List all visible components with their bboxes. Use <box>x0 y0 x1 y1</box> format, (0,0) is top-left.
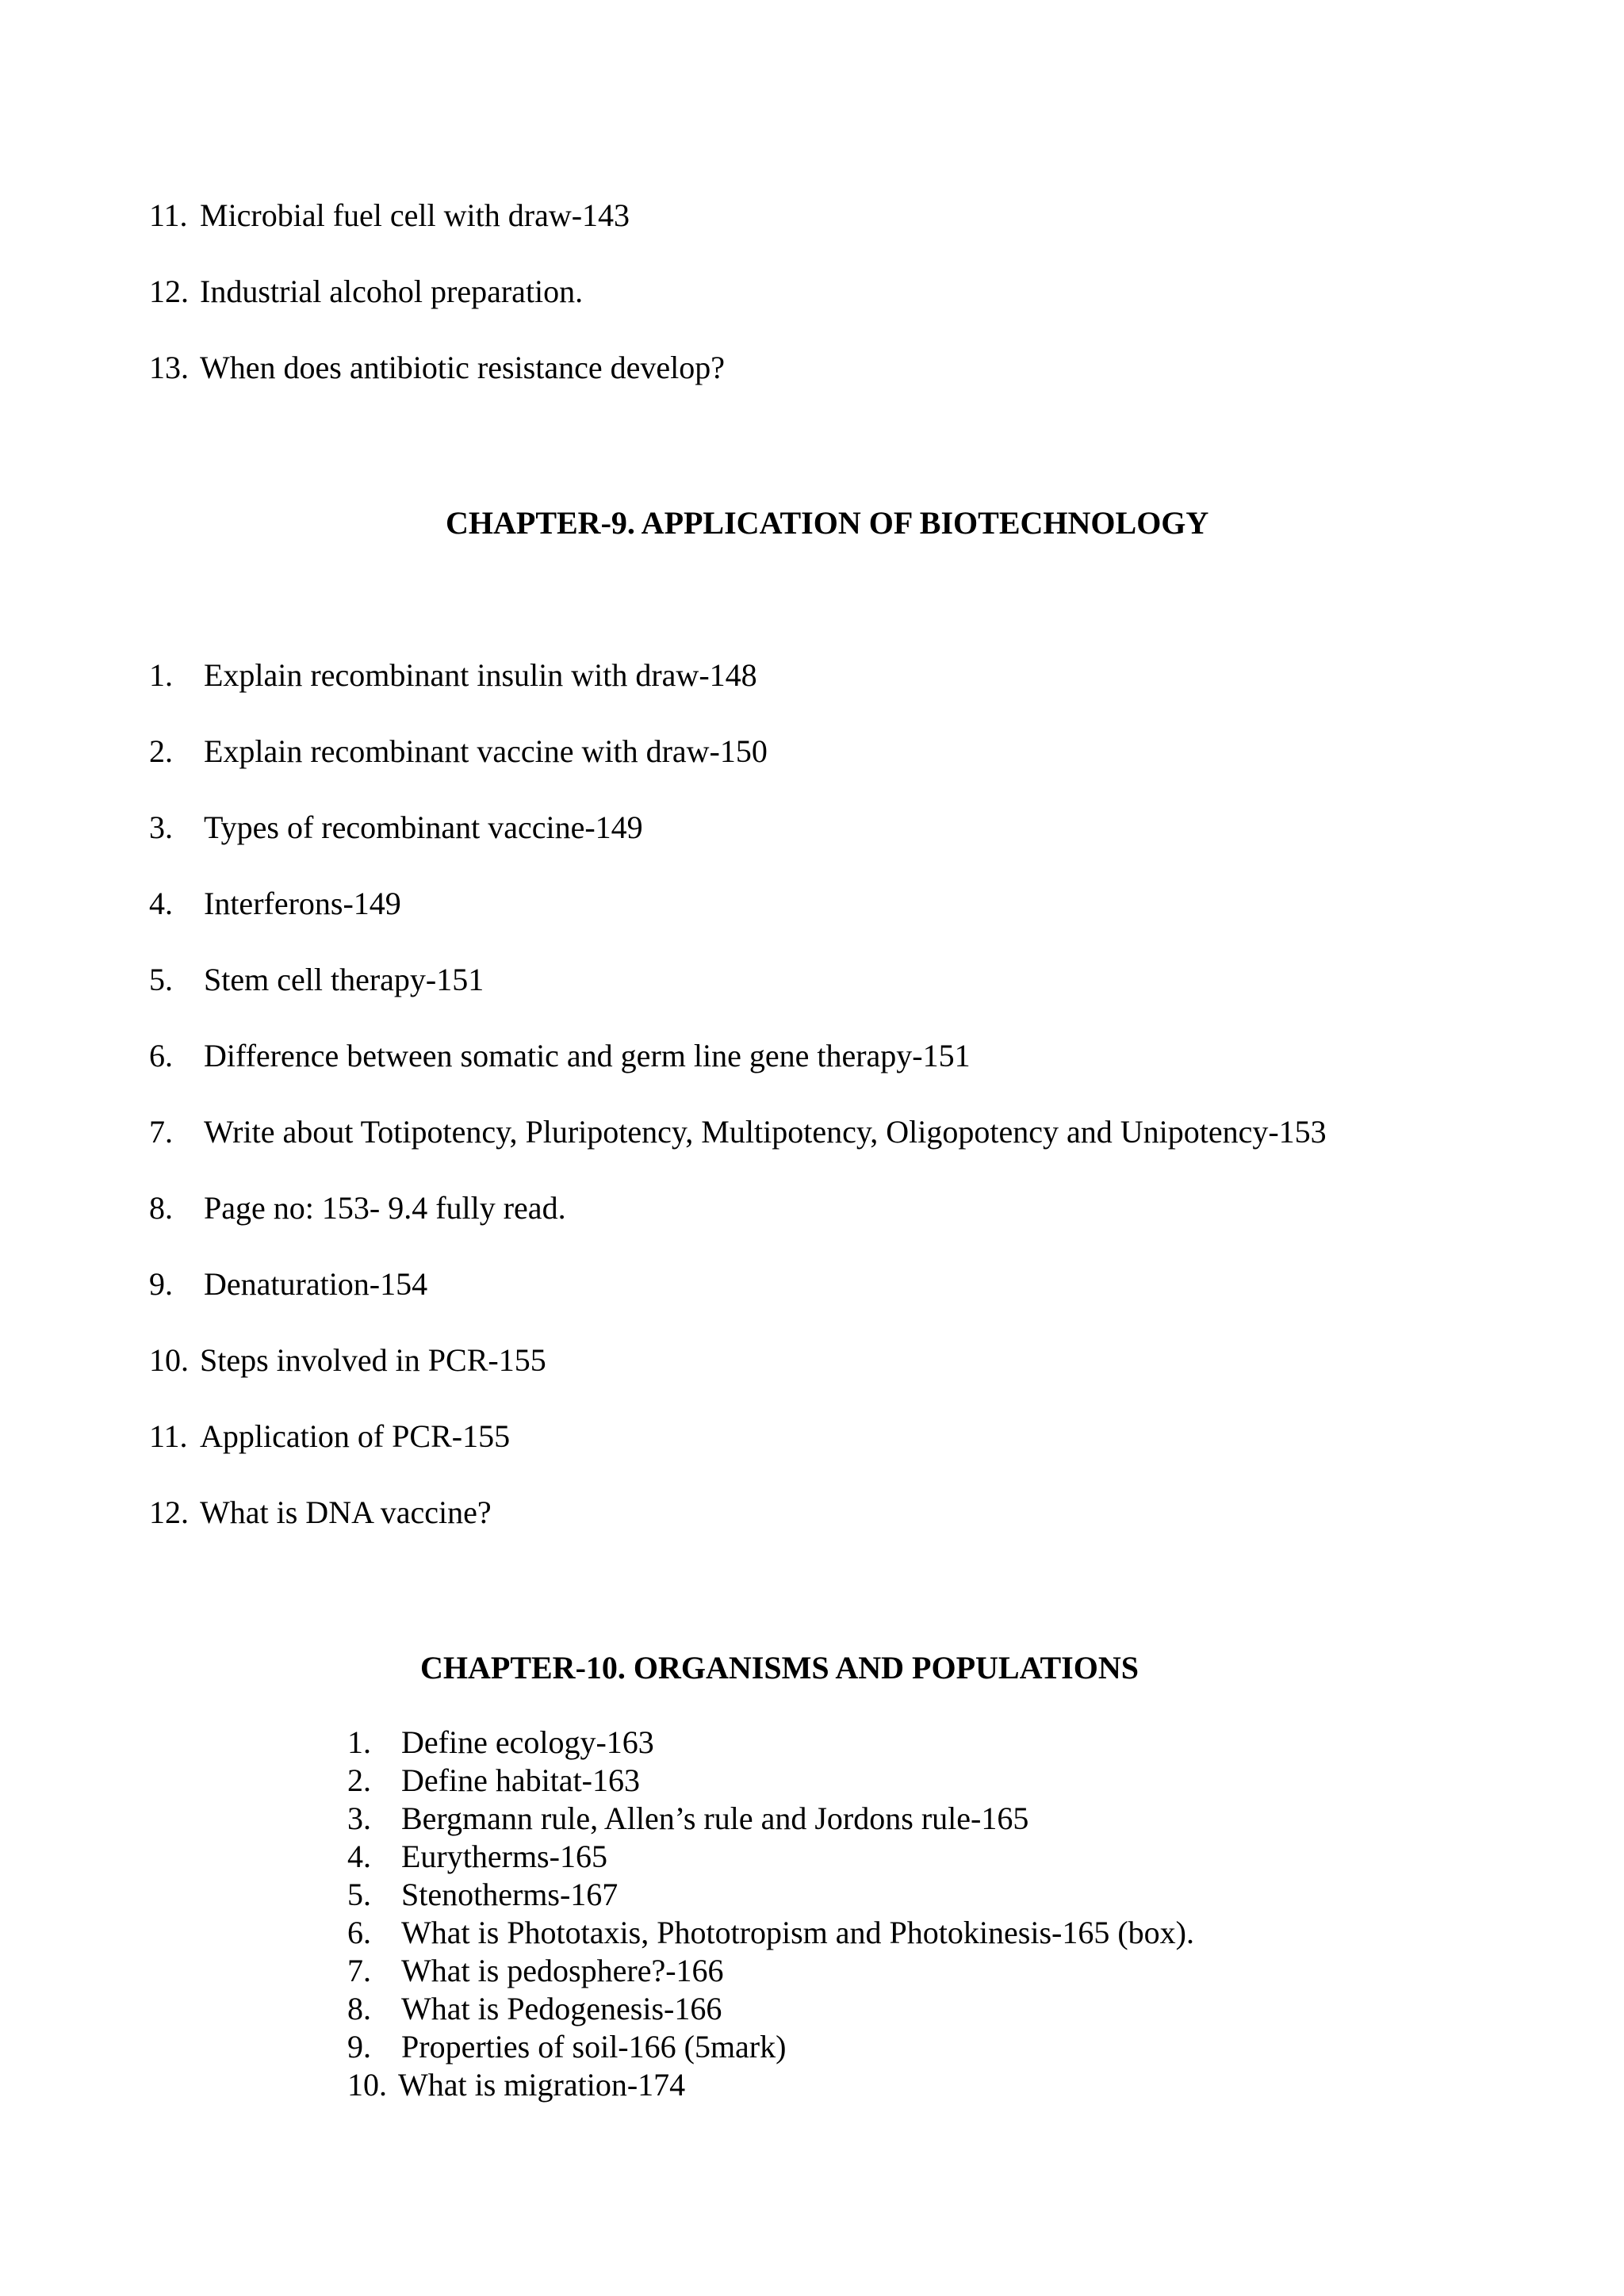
list-item <box>149 273 583 311</box>
list-item <box>149 1113 1327 1151</box>
item-number: 11. <box>149 197 188 233</box>
item-number: 10. <box>347 2067 387 2103</box>
list-item <box>347 1952 724 1990</box>
item-number: 12. <box>149 1494 189 1530</box>
item-number: 3. <box>347 1800 371 1836</box>
item-number: 8. <box>149 1190 173 1226</box>
list-item <box>149 885 401 923</box>
item-text: Explain recombinant insulin with draw-148 <box>204 657 757 693</box>
item-number: 5. <box>347 1877 371 1912</box>
item-text: Difference between somatic and germ line gene therapy-151 <box>204 1038 971 1073</box>
list-item <box>149 1037 971 1075</box>
chapter-10-heading: CHAPTER-10. ORGANISMS AND POPULATIONS <box>420 1650 1139 1686</box>
list-item <box>149 1418 510 1456</box>
list-item <box>347 1800 1028 1838</box>
list-item <box>149 197 630 235</box>
list-item <box>347 1762 640 1800</box>
item-text: Bergmann rule, Allen’s rule and Jordons rule-165 <box>401 1800 1029 1836</box>
item-number: 9. <box>347 2029 371 2064</box>
item-number: 4. <box>149 886 173 921</box>
item-text: Application of PCR-155 <box>200 1418 511 1454</box>
list-item <box>149 1494 492 1532</box>
list-item <box>347 1914 1194 1952</box>
item-number: 11. <box>149 1418 188 1454</box>
list-item <box>347 1876 618 1914</box>
item-number: 6. <box>149 1038 173 1073</box>
chapter-9-heading: CHAPTER-9. APPLICATION OF BIOTECHNOLOGY <box>446 505 1209 541</box>
item-text: Define ecology-163 <box>401 1724 654 1760</box>
list-item <box>149 1341 546 1380</box>
list-item <box>149 961 484 999</box>
item-text: Write about Totipotency, Pluripotency, Multipotency, Oligopotency and Unipotency-153 <box>204 1114 1327 1150</box>
list-item <box>149 1189 566 1227</box>
item-text: Stem cell therapy-151 <box>204 962 485 997</box>
list-item <box>149 656 757 695</box>
item-number: 1. <box>149 657 173 693</box>
item-text: Define habitat-163 <box>401 1762 640 1798</box>
item-number: 12. <box>149 274 189 309</box>
list-item <box>347 2028 786 2066</box>
list-item <box>149 733 768 771</box>
item-text: What is DNA vaccine? <box>200 1494 492 1530</box>
item-text: What is pedosphere?-166 <box>401 1953 724 1988</box>
item-number: 1. <box>347 1724 371 1760</box>
item-text: Stenotherms-167 <box>401 1877 619 1912</box>
list-item <box>347 1838 607 1876</box>
item-text: Industrial alcohol preparation. <box>200 274 584 309</box>
item-text: Types of recombinant vaccine-149 <box>204 809 643 845</box>
item-text: Denaturation-154 <box>204 1266 428 1302</box>
item-number: 9. <box>149 1266 173 1302</box>
item-number: 6. <box>347 1915 371 1950</box>
item-number: 7. <box>149 1114 173 1150</box>
item-number: 3. <box>149 809 173 845</box>
item-number: 2. <box>149 733 173 769</box>
item-text: Steps involved in PCR-155 <box>200 1342 546 1378</box>
item-number: 5. <box>149 962 173 997</box>
item-number: 4. <box>347 1839 371 1874</box>
item-text: Interferons-149 <box>204 886 401 921</box>
list-item <box>347 1990 722 2028</box>
list-item <box>347 2066 685 2104</box>
item-text: When does antibiotic resistance develop? <box>200 350 725 385</box>
list-item <box>149 809 643 847</box>
item-number: 2. <box>347 1762 371 1798</box>
item-text: What is migration-174 <box>398 2067 686 2103</box>
item-number: 8. <box>347 1991 371 2026</box>
item-text: What is Phototaxis, Phototropism and Photokinesis-165 (box). <box>401 1915 1194 1950</box>
item-text: Properties of soil-166 (5mark) <box>401 2029 787 2064</box>
item-number: 13. <box>149 350 189 385</box>
list-item <box>149 349 725 387</box>
item-text: Eurytherms-165 <box>401 1839 607 1874</box>
item-number: 7. <box>347 1953 371 1988</box>
list-item <box>347 1724 654 1762</box>
list-item <box>149 1265 427 1303</box>
item-text: Page no: 153- 9.4 fully read. <box>204 1190 566 1226</box>
item-number: 10. <box>149 1342 189 1378</box>
item-text: Microbial fuel cell with draw-143 <box>200 197 630 233</box>
item-text: What is Pedogenesis-166 <box>401 1991 722 2026</box>
item-text: Explain recombinant vaccine with draw-150 <box>204 733 768 769</box>
